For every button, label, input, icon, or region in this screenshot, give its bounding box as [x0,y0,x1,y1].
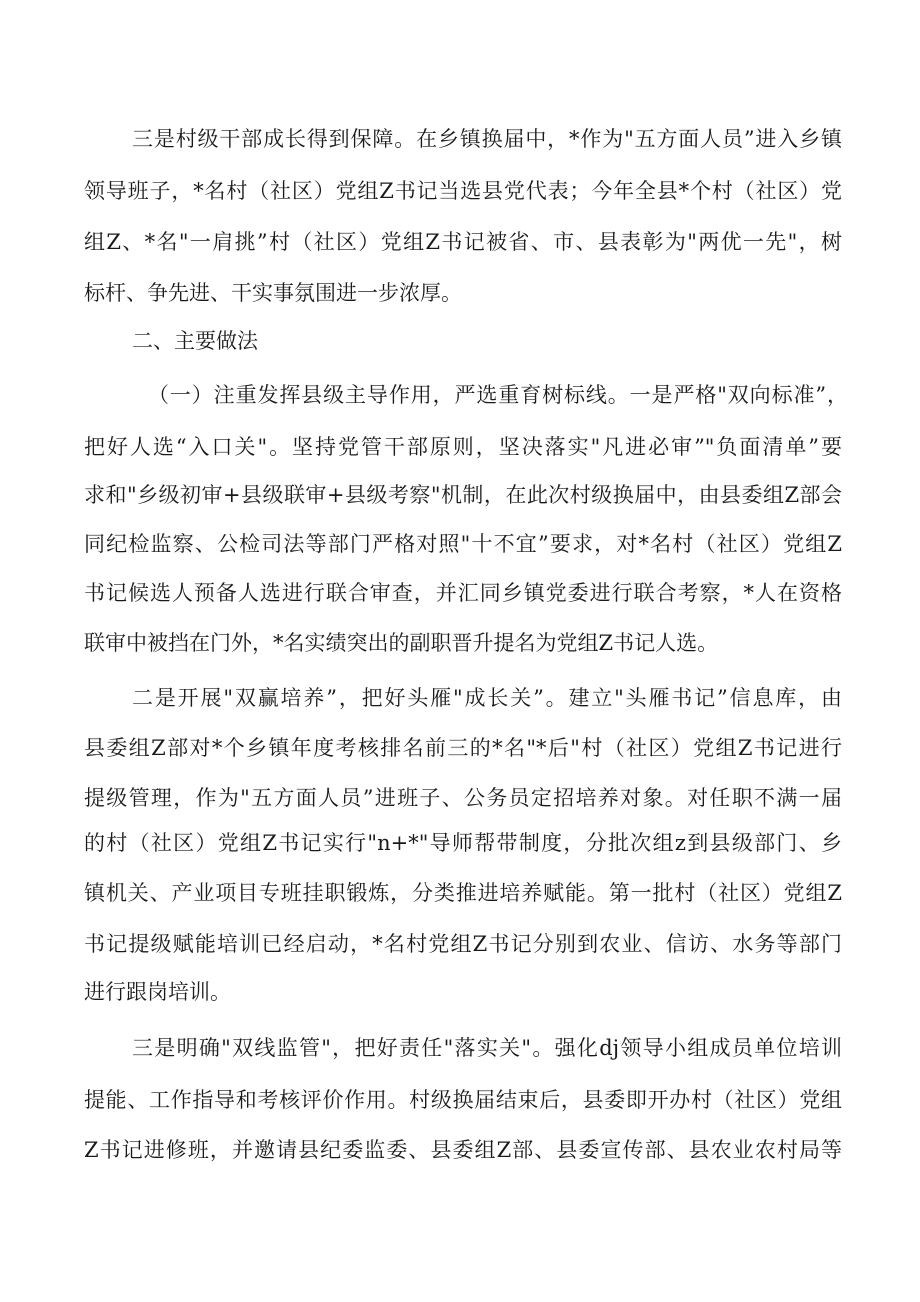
paragraph-line: 三是村级干部成长得到保障。在乡镇换届中，*作为"五方面人员”进入乡镇 [132,127,842,151]
paragraph-line: 二是开展"双赢培养”，把好头雁"成长关”。建立"头雁书记”信息库，由 [132,686,842,710]
paragraph-line: 进行跟岗培训。 [84,980,231,1004]
paragraph-line: 领导班子，*名村（社区）党组Z书记当选县党代表；今年全县*个村（社区）党 [84,179,842,203]
paragraph-line: 三是明确"双线监管"，把好责任"落实关"。强化dj领导小组成员单位培训 [132,1036,842,1060]
paragraph-line: 同纪检监察、公检司法等部门严格对照"十不宜”要求，对*名村（社区）党组Z [84,532,842,556]
paragraph-line: 组Z、*名"一肩挑”村（社区）党组Z书记被省、市、县表彰为"两优一先"，树 [84,230,842,254]
paragraph-line: 求和"乡级初审+县级联审+县级考察"机制，在此次村级换届中，由县委组Z部会 [84,483,842,507]
paragraph-line: 书记候选人预备人选进行联合审查，并汇同乡镇党委进行联合考察，*人在资格 [84,581,842,605]
paragraph-line: 的村（社区）党组Z书记实行"n+*"导师帮带制度，分批次组z到县级部门、乡 [84,831,842,855]
paragraph-line: 提级管理，作为"五方面人员”进班子、公务员定招培养对象。对任职不满一届 [84,786,842,810]
paragraph-line: 书记提级赋能培训已经启动，*名村党组Z书记分别到农业、信访、水务等部门 [84,932,842,956]
paragraph-line: 提能、工作指导和考核评价作用。村级换届结束后，县委即开办村（社区）党组 [84,1088,842,1112]
paragraph-line: Z书记进修班，并邀请县纪委监委、县委组Z部、县委宣传部、县农业农村局等 [84,1138,842,1162]
section-heading: 二、主要做法 [132,329,258,353]
paragraph-line: 县委组Z部对*个乡镇年度考核排名前三的*名"*后"村（社区）党组Z书记进行 [84,736,842,760]
paragraph-line: 标杆、争先进、干实事氛围进一步浓厚。 [84,281,462,305]
paragraph-line: 把好人选“入口关"。坚持党管干部原则，坚决落实"凡进必审”"负面清单”要 [84,435,842,459]
paragraph-line: （一）注重发挥县级主导作用，严选重育树标线。一是严格"双向标准”， [148,383,848,407]
paragraph-line: 联审中被挡在门外，*名实绩突出的副职晋升提名为党组Z书记人选。 [84,631,719,655]
paragraph-line: 镇机关、产业项目专班挂职锻炼，分类推进培养赋能。第一批村（社区）党组Z [84,881,842,905]
